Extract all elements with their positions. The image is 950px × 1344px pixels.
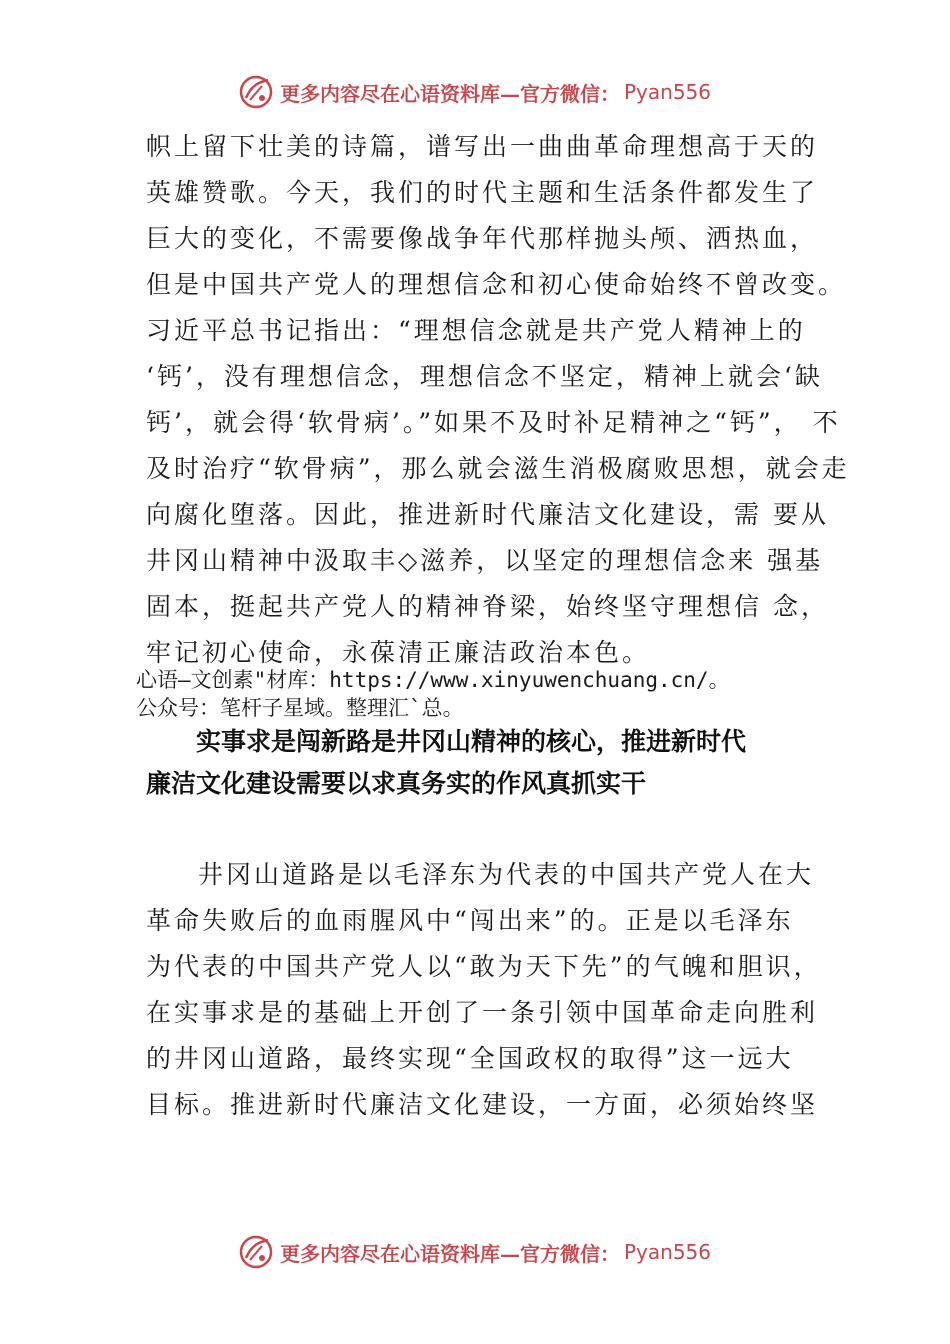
text-line: 习近平总书记指出：“理想信念就是共产党人精神上的 — [146, 316, 806, 345]
banner-text: 更多内容尽在心语资料库—官方微信： — [280, 1241, 620, 1266]
text-line: 英雄赞歌。今天，我们的时代主题和生活条件都发生了 — [146, 178, 819, 207]
heading-line: 廉洁文化建设需要以求真务实的作风真抓实干 — [146, 769, 647, 798]
source-line: 公众号：笔杆子星域。整理汇`总。 — [136, 696, 464, 720]
text-line: 钙’，就会得‘软骨病’。”如果不及时补足精神之“钙”， 不 — [146, 408, 841, 437]
text-line: ‘钙’，没有理想信念，理想信念不坚定，精神上就会‘缺 — [146, 362, 823, 391]
banner-wechat-id: Pyan556 — [624, 80, 712, 104]
header-banner — [238, 72, 798, 112]
text-line: 革命失败后的血雨腥风中“闯出来”的。正是以毛泽东 — [146, 906, 794, 935]
text-line: 及时治疗“软骨病”，那么就会滋生消极腐败思想，就会走 — [146, 454, 850, 483]
text-line: 固本，挺起共产党人的精神脊梁，始终坚守理想信 念， — [146, 592, 829, 621]
footer-banner — [238, 1232, 798, 1272]
text-line: 牢记初心使命，永葆清正廉洁政治本色。 — [146, 638, 651, 667]
heading-line: 实事求是闯新路是井冈山精神的核心，推进新时代 — [196, 727, 747, 756]
text-line: 向腐化堕落。因此，推进新时代廉洁文化建设，需 要从 — [146, 500, 829, 529]
logo-icon — [238, 1234, 274, 1270]
text-line: 的井冈山道路，最终实现“全国政权的取得”这一远大 — [146, 1044, 794, 1073]
text-line: 在实事求是的基础上开创了一条引领中国革命走向胜利 — [146, 998, 819, 1027]
banner-wechat-id: Pyan556 — [624, 1240, 712, 1264]
text-line: 帜上留下壮美的诗篇，谱写出一曲曲革命理想高于天的 — [146, 132, 819, 161]
text-line: 但是中国共产党人的理想信念和初心使命始终不曾改变。 — [146, 270, 847, 299]
text-line: 目标。推进新时代廉洁文化建设，一方面，必须始终坚 — [146, 1090, 819, 1119]
text-line: 井冈山精神中汲取丰◇滋养，以坚定的理想信念来 强基 — [146, 546, 824, 575]
text-line: 为代表的中国共产党人以“敢为天下先”的气魄和胆识， — [146, 952, 822, 981]
banner-text: 更多内容尽在心语资料库—官方微信： — [280, 81, 620, 106]
text-line: 巨大的变化，不需要像战争年代那样抛头颅、洒热血， — [146, 224, 819, 253]
text-line: 井冈山道路是以毛泽东为代表的中国共产党人在大 — [198, 860, 815, 889]
source-line: 心语—文创素"材库：https://www.xinyuwenchuang.cn/。 — [136, 668, 730, 692]
logo-icon — [238, 74, 274, 110]
